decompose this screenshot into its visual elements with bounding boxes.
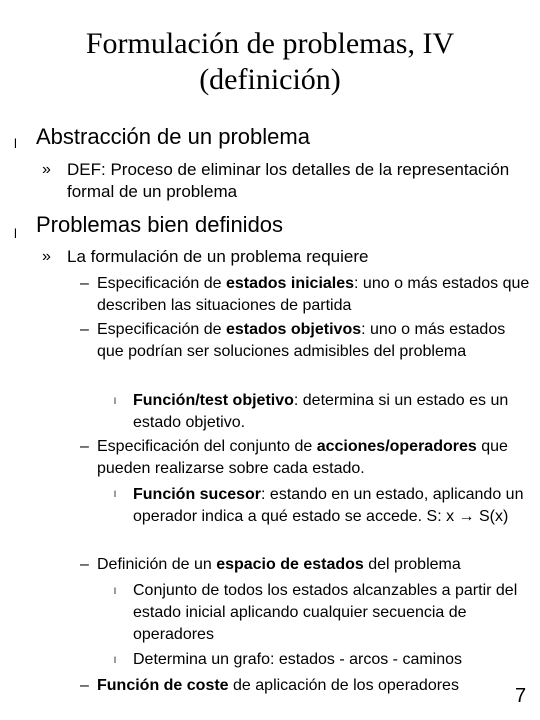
subitem-funcion-sucesor — [133, 484, 533, 528]
page-number: 7 — [515, 685, 527, 707]
bullet-icon: l — [14, 226, 17, 241]
dot-bullet-icon: l — [114, 489, 116, 499]
title-line-1: Formulación de problemas, IV — [85, 27, 455, 60]
item-text: : uno o más estados que podrían ser soluciones admisibles del problema — [97, 321, 506, 360]
item-text: : uno o más estados que describen las situaciones de partida — [97, 275, 530, 314]
item-text: que pueden realizarse sobre cada estado. — [97, 438, 508, 477]
section-heading-abstraccion: Abstracción de un problema — [36, 124, 310, 149]
dot-bullet-icon: l — [114, 586, 116, 596]
item-bold-term: estados objetivos — [225, 321, 362, 338]
dash-icon: – — [80, 275, 89, 292]
item-text: de aplicación de los operadores — [228, 677, 459, 694]
subbullet-icon: » — [42, 161, 51, 178]
item-text: Especificación de — [97, 321, 226, 338]
item-bold-term: Función de coste — [97, 677, 229, 694]
item-text: : estando en un estado, aplicando un operador indica a qué estado se accede. S: x → S(x) — [133, 486, 524, 525]
subitem-conjunto-estados: Conjunto de todos los estados alcanzables a partir del estado inicial aplicando cualquier secuencia de operadores — [133, 582, 518, 643]
dash-icon: – — [80, 677, 89, 694]
item-text: Especificación del conjunto de — [97, 438, 317, 455]
item-estados-iniciales — [97, 273, 535, 317]
bullet-icon: l — [14, 136, 17, 151]
title-line-2: (definición) — [199, 63, 341, 96]
dot-bullet-icon: l — [114, 396, 116, 406]
subitem-funcion-objetivo — [133, 390, 533, 434]
item-estados-objetivos — [97, 319, 535, 363]
dash-icon: – — [80, 556, 89, 573]
item-text: : determina si un estado es un estado objetivo. — [133, 392, 509, 431]
dot-bullet-icon: l — [114, 655, 116, 665]
item-bold-term: Función sucesor — [133, 486, 262, 503]
item-bold-term: estados iniciales — [225, 275, 355, 292]
dash-icon: – — [80, 438, 89, 455]
item-bold-term: Función/test objetivo — [133, 392, 294, 409]
section-heading-problemas: Problemas bien definidos — [36, 212, 284, 237]
item-text: Especificación de — [97, 275, 226, 292]
slide-title — [0, 26, 540, 98]
item-funcion-coste — [97, 675, 535, 697]
item-acciones-operadores — [97, 436, 535, 480]
item-bold-term: espacio de estados — [216, 556, 364, 573]
def-text: DEF: Proceso de eliminar los detalles de la representación formal de un problema — [67, 160, 510, 201]
requirement-intro: La formulación de un problema requiere — [67, 247, 369, 266]
item-bold-term: acciones/operadores — [316, 438, 477, 455]
item-text: del problema — [363, 556, 461, 573]
subitem-grafo: Determina un grafo: estados - arcos - caminos — [133, 651, 463, 668]
subbullet-icon: » — [42, 248, 51, 265]
item-text: Definición de un — [97, 556, 217, 573]
dash-icon: – — [80, 321, 89, 338]
item-espacio-estados — [97, 554, 535, 576]
